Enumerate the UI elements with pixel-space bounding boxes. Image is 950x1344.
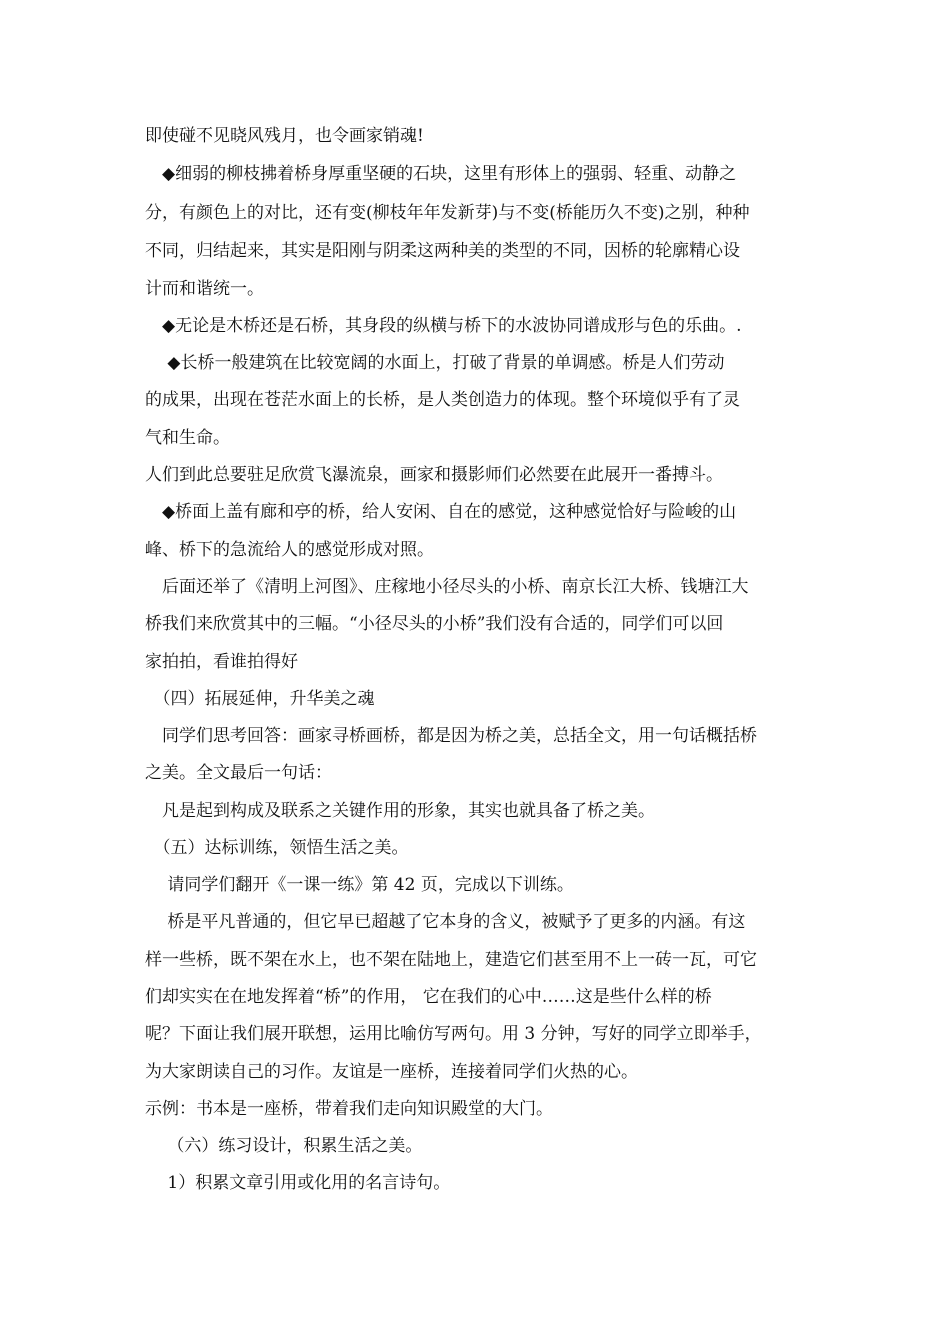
text-line: 们却实实在在地发挥着“桥”的作用， 它在我们的心中……这是些什么样的桥 (145, 987, 712, 1007)
text-line: 即使碰不见晓风残月，也令画家销魂! (145, 126, 424, 146)
text-line: 桥我们来欣赏其中的三幅。“小径尽头的小桥”我们没有合适的，同学们可以回 (145, 614, 724, 634)
list-item: 1）积累文章引用或化用的名言诗句。 (145, 1173, 451, 1193)
text-line: 分，有颜色上的对比，还有变(柳枝年年发新芽)与不变(桥能历久不变)之别，种种 (145, 203, 750, 223)
section-heading: （五）达标训练，领悟生活之美。 (145, 838, 409, 858)
section-heading: （六）练习设计，积累生活之美。 (145, 1136, 423, 1156)
text-line: ◆桥面上盖有廊和亭的桥，给人安闲、自在的感觉，这种感觉恰好与险峻的山 (145, 502, 737, 522)
text-line: 家拍拍，看谁拍得好 (145, 652, 298, 672)
text-line: 桥是平凡普通的，但它早已超越了它本身的含义，被赋予了更多的内涵。有这 (145, 912, 746, 932)
text-line: ◆细弱的柳枝拂着桥身厚重坚硬的石块，这里有形体上的强弱、轻重、动静之 (145, 164, 737, 184)
text-line: 示例：书本是一座桥，带着我们走向知识殿堂的大门。 (145, 1099, 553, 1119)
section-heading: （四）拓展延伸，升华美之魂 (145, 689, 375, 709)
text-line: 为大家朗读自己的习作。友谊是一座桥，连接着同学们火热的心。 (145, 1062, 638, 1082)
text-line: 请同学们翻开《一课一练》第 42 页，完成以下训练。 (145, 875, 574, 895)
text-line: 呢？下面让我们展开联想，运用比喻仿写两句。用 3 分钟，写好的同学立即举手， (145, 1024, 762, 1044)
text-line: 后面还举了《清明上河图》、庄稼地小径尽头的小桥、南京长江大桥、钱塘江大 (145, 577, 749, 597)
text-line: 的成果，出现在苍茫水面上的长桥，是人类创造力的体现。整个环境似乎有了灵 (145, 390, 740, 410)
text-line: 不同，归结起来，其实是阳刚与阴柔这两种美的类型的不同，因桥的轮廓精心设 (145, 241, 740, 261)
text-line: 峰、桥下的急流给人的感觉形成对照。 (145, 540, 434, 560)
text-line: ◆长桥一般建筑在比较宽阔的水面上，打破了背景的单调感。桥是人们劳动 (145, 353, 725, 373)
text-line: 凡是起到构成及联系之关键作用的形象，其实也就具备了桥之美。 (145, 801, 655, 821)
text-line: 样一些桥，既不架在水上，也不架在陆地上，建造它们甚至用不上一砖一瓦，可它 (145, 950, 757, 970)
text-line: ◆无论是木桥还是石桥，其身段的纵横与桥下的水波协同谱成形与色的乐曲。. (145, 316, 742, 336)
text-line: 之美。全文最后一句话： (145, 763, 332, 783)
text-line: 同学们思考回答：画家寻桥画桥，都是因为桥之美，总括全文，用一句话概括桥 (145, 726, 757, 746)
text-line: 气和生命。 (145, 428, 230, 448)
text-line: 人们到此总要驻足欣赏飞瀑流泉，画家和摄影师们必然要在此展开一番搏斗。 (145, 465, 723, 485)
text-line: 计而和谐统一。 (145, 279, 264, 299)
